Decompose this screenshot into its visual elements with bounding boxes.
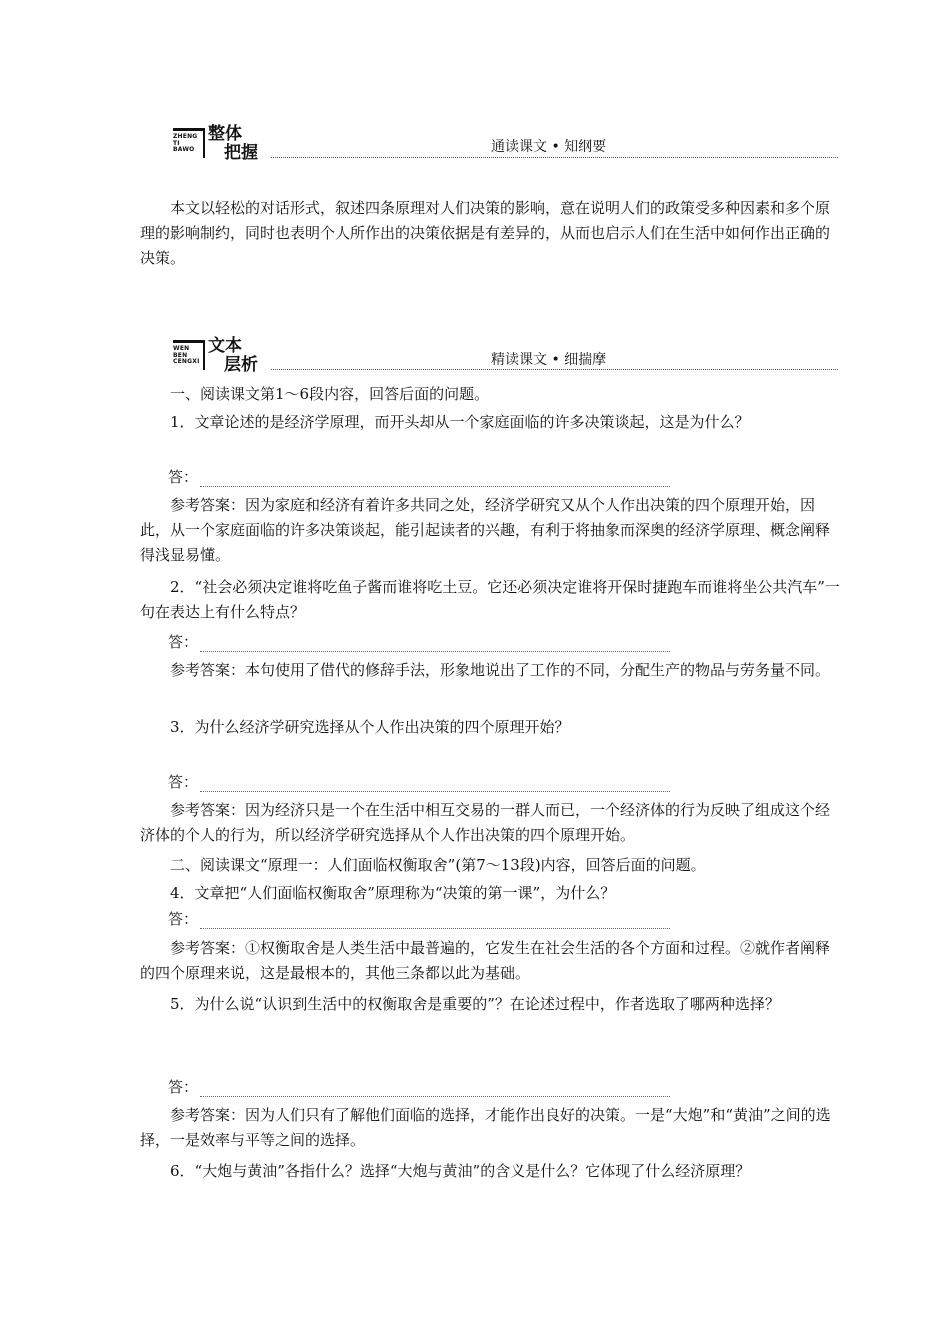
section-logo [173,340,205,374]
question-2: 2．“社会必须决定谁将吃鱼子酱而谁将吃土豆。它还必须决定谁将开保时捷跑车而谁将坐公共汽车”一句在表达上有什么特点？ [140,578,840,621]
section-subtitle: 精读课文 • 细揣摩 [491,352,607,368]
answer-blank[interactable] [200,914,670,929]
logo-text: ZHENG [173,133,198,140]
answer-label: 答： [168,468,199,486]
section-title-line2: 把握 [224,143,258,163]
dotted-divider [271,369,838,370]
answer-line-5[interactable] [168,1076,670,1097]
section-title [208,337,258,375]
answer-blank[interactable] [200,637,670,652]
part1-title: 一、阅读课文第1～6段内容，回答后面的问题。 [170,385,490,403]
section-title-line1: 整体 [208,124,242,144]
answer-line-3[interactable] [168,771,670,792]
answer-4: 参考答案：①权衡取舍是人类生活中最普遍的，它发生在社会生活的各个方面和过程。②就作者阐释的四个原理来说，这是最根本的，其他三条都以此为基础。 [140,939,831,982]
question-1: 1．文章论述的是经济学原理，而开头却从一个家庭面临的许多决策谈起，这是为什么？ [170,413,750,431]
answer-2: 参考答案：本句使用了借代的修辞手法，形象地说出了工作的不同，分配生产的物品与劳务量不同。 [170,661,831,679]
logo-text: BEN [173,351,188,359]
summary-paragraph: 本文以轻松的对话形式，叙述四条原理对人们决策的影响，意在说明人们的政策受多种因素和多个原理的影响制约，同时也表明个人所作出的决策依据是有差异的，从而也启示人们在生活中如何作出正确的决策。 [140,199,831,267]
logo-text: CENGXI [173,358,200,365]
section-header-analysis [173,336,838,380]
section-subtitle: 通读课文 • 知纲要 [491,139,607,155]
answer-blank[interactable] [200,472,670,487]
section-logo [173,128,205,162]
logo-text: BAWO [173,146,195,153]
answer-1: 参考答案：因为家庭和经济有着许多共同之处，经济学研究又从个人作出决策的四个原理开始，因此，从一个家庭面临的许多决策谈起，能引起读者的兴趣，有利于将抽象而深奥的经济学原理、概念阐释得浅显易懂。 [140,496,831,564]
answer-label: 答： [168,910,199,928]
question-6: 6．“大炮与黄油”各指什么？选择“大炮与黄油”的含义是什么？它体现了什么经济原理？ [170,1162,751,1180]
answer-line-2[interactable] [168,631,670,652]
question-5: 5．为什么说“认识到生活中的权衡取舍是重要的”？在论述过程中，作者选取了哪两种选择？ [170,995,780,1013]
section-title-line1: 文本 [208,336,242,356]
answer-blank[interactable] [200,777,670,792]
answer-line-4[interactable] [168,908,670,929]
section-header-overview [173,124,838,168]
logo-text: TI [173,139,180,147]
answer-line-1[interactable] [168,466,670,487]
answer-blank[interactable] [200,1082,670,1097]
part2-title: 二、阅读课文“原理一：人们面临权衡取舍”(第7～13段)内容，回答后面的问题。 [170,856,706,874]
question-4: 4．文章把“人们面临权衡取舍”原理称为“决策的第一课”，为什么？ [170,884,616,902]
section-title-line2: 层析 [224,355,258,375]
logo-text: WEN [173,345,190,352]
question-3: 3．为什么经济学研究选择从个人作出决策的四个原理开始？ [170,718,570,736]
answer-label: 答： [168,773,199,791]
answer-label: 答： [168,1078,199,1096]
answer-5: 参考答案：因为人们只有了解他们面临的选择，才能作出良好的决策。一是“大炮”和“黄油”之间的选择，一是效率与平等之间的选择。 [140,1106,831,1149]
section-title [208,125,258,163]
answer-3: 参考答案：因为经济只是一个在生活中相互交易的一群人而已，一个经济体的行为反映了组成这个经济体的个人的行为，所以经济学研究选择从个人作出决策的四个原理开始。 [140,801,831,844]
dotted-divider [271,157,838,158]
answer-label: 答： [168,633,199,651]
